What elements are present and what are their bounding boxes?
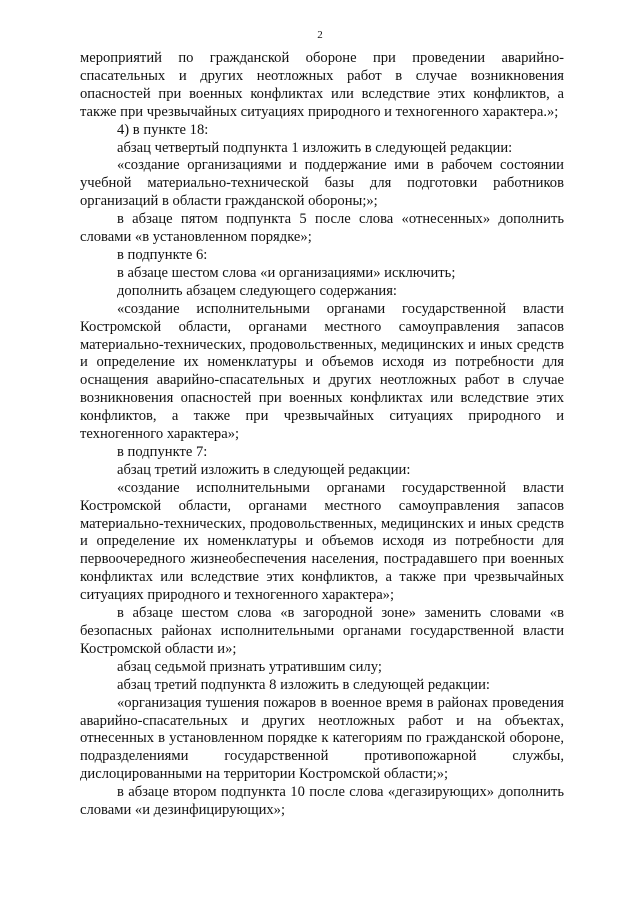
paragraph: в подпункте 6: [117,246,208,263]
paragraph: «создание исполнительными органами государственной власти Костромской области, органами местного самоуправления запасов материально-технических, продовольственных, медицинских и иных средств и определение их номенклатуры и объемов исходя из потребности для первоочередного жизнеобеспечения населения, пострадавшего при военных конфликтах или вследствие этих конфликтов, а также при чрезвычайных ситуациях природного и техногенного характера»; [80,479,564,604]
document-body [80,50,564,820]
paragraph: абзац третий подпункта 8 изложить в следующей редакции: [117,676,490,693]
paragraph: в абзаце шестом слова «и организациями» исключить; [117,264,456,281]
paragraph: в абзаце шестом слова «в загородной зоне» заменить словами «в безопасных районах исполнительными органами государственной власти Костромской области и»; [80,605,564,657]
paragraph: в абзаце втором подпункта 10 после слова «дегазирующих» дополнить словами «и дезинфицирующих»; [80,784,564,819]
paragraph: «создание исполнительными органами государственной власти Костромской области, органами местного самоуправления запасов материально-технических, продовольственных, медицинских и иных средств и определение их номенклатуры и объемов исходя из потребности для оснащения аварийно-спасательных и других неотложных работ в случае возникновения опасностей при военных конфликтах или вследствие этих конфликтов, а также при чрезвычайных ситуациях природного и техногенного характера»; [80,300,564,443]
paragraph: в подпункте 7: [117,443,208,460]
paragraph: 4) в пункте 18: [117,121,209,138]
page-number: 2 [317,29,323,41]
paragraph: «организация тушения пожаров в военное время в районах проведения аварийно-спасательных и других неотложных работ и на объектах, отнесенных в установленном порядке к категориям по гражданской обороне, подразделениями государственной противопожарной службы, дислоцированными на территории Костромской области;»; [80,694,564,783]
paragraph: абзац четвертый подпункта 1 изложить в следующей редакции: [117,139,513,156]
paragraph: абзац третий изложить в следующей редакции: [117,461,411,478]
paragraph: в абзаце пятом подпункта 5 после слова «отнесенных» дополнить словами «в установленном порядке»; [80,211,564,246]
paragraph: мероприятий по гражданской обороне при проведении аварийно-спасательных и других неотложных работ в случае возникновения опасностей при военных конфликтах или вследствие этих конфликтов, а также при чрезвычайных ситуациях природного и техногенного характера.»; [80,50,564,120]
paragraph: «создание организациями и поддержание ими в рабочем состоянии учебной материально-технической базы для подготовки работников организаций в области гражданской обороны;»; [80,157,564,210]
paragraph: абзац седьмой признать утратившим силу; [117,658,382,675]
paragraph: дополнить абзацем следующего содержания: [117,282,397,299]
